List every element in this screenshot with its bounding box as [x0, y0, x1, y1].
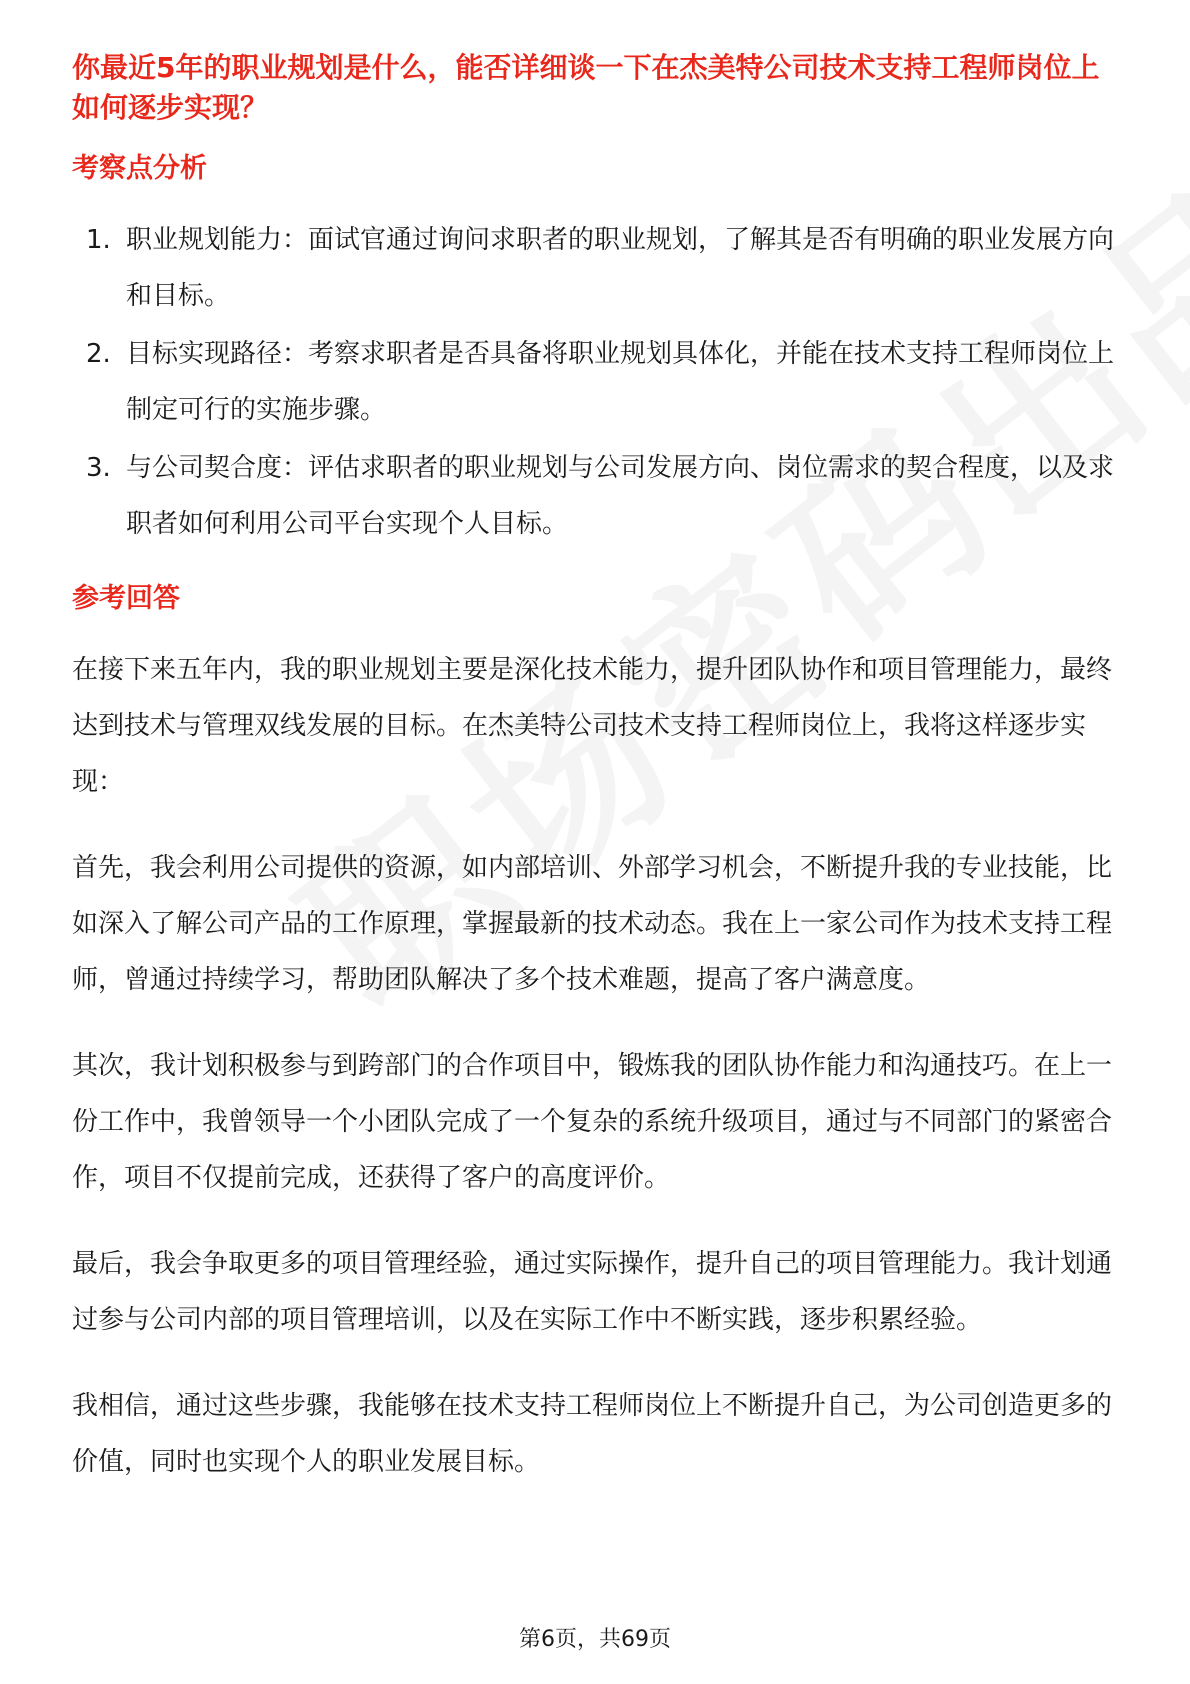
analysis-item-number: 2.: [86, 339, 111, 369]
analysis-item: [72, 440, 1118, 552]
analysis-item-text: 职业规划能力：面试官通过询问求职者的职业规划，了解其是否有明确的职业发展方向和目标。: [126, 225, 1115, 311]
analysis-list: [72, 212, 1118, 552]
answer-heading: 参考回答: [72, 583, 180, 614]
analysis-item-number: 1.: [86, 225, 111, 255]
analysis-item-text: 目标实现路径：考察求职者是否具备将职业规划具体化，并能在技术支持工程师岗位上制定可行的实施步骤。: [126, 339, 1115, 425]
analysis-item-number: 3.: [86, 453, 111, 483]
document-page: [72, 48, 1118, 1520]
analysis-item-text: 与公司契合度：评估求职者的职业规划与公司发展方向、岗位需求的契合程度，以及求职者如何利用公司平台实现个人目标。: [126, 453, 1115, 539]
answer-paragraph: 首先，我会利用公司提供的资源，如内部培训、外部学习机会，不断提升我的专业技能，比如深入了解公司产品的工作原理，掌握最新的技术动态。我在上一家公司作为技术支持工程师，曾通过持续学习，帮助团队解决了多个技术难题，提高了客户满意度。: [72, 853, 1113, 995]
answer-paragraph: 其次，我计划积极参与到跨部门的合作项目中，锻炼我的团队协作能力和沟通技巧。在上一份工作中，我曾领导一个小团队完成了一个复杂的系统升级项目，通过与不同部门的紧密合作，项目不仅提前完成，还获得了客户的高度评价。: [72, 1051, 1113, 1193]
answer-paragraph: 在接下来五年内，我的职业规划主要是深化技术能力，提升团队协作和项目管理能力，最终达到技术与管理双线发展的目标。在杰美特公司技术支持工程师岗位上，我将这样逐步实现：: [72, 655, 1113, 797]
answer-paragraph: 我相信，通过这些步骤，我能够在技术支持工程师岗位上不断提升自己，为公司创造更多的价值，同时也实现个人的职业发展目标。: [72, 1391, 1113, 1477]
analysis-item: [72, 212, 1118, 324]
analysis-heading: 考察点分析: [72, 153, 207, 184]
question-title: 你最近5年的职业规划是什么，能否详细谈一下在杰美特公司技术支持工程师岗位上如何逐步实现？: [72, 51, 1100, 124]
answer-paragraph: 最后，我会争取更多的项目管理经验，通过实际操作，提升自己的项目管理能力。我计划通过参与公司内部的项目管理培训，以及在实际工作中不断实践，逐步积累经验。: [72, 1249, 1113, 1335]
answer-body: [72, 642, 1118, 1490]
page-number: 第6页，共69页: [519, 1627, 671, 1652]
analysis-item: [72, 326, 1118, 438]
